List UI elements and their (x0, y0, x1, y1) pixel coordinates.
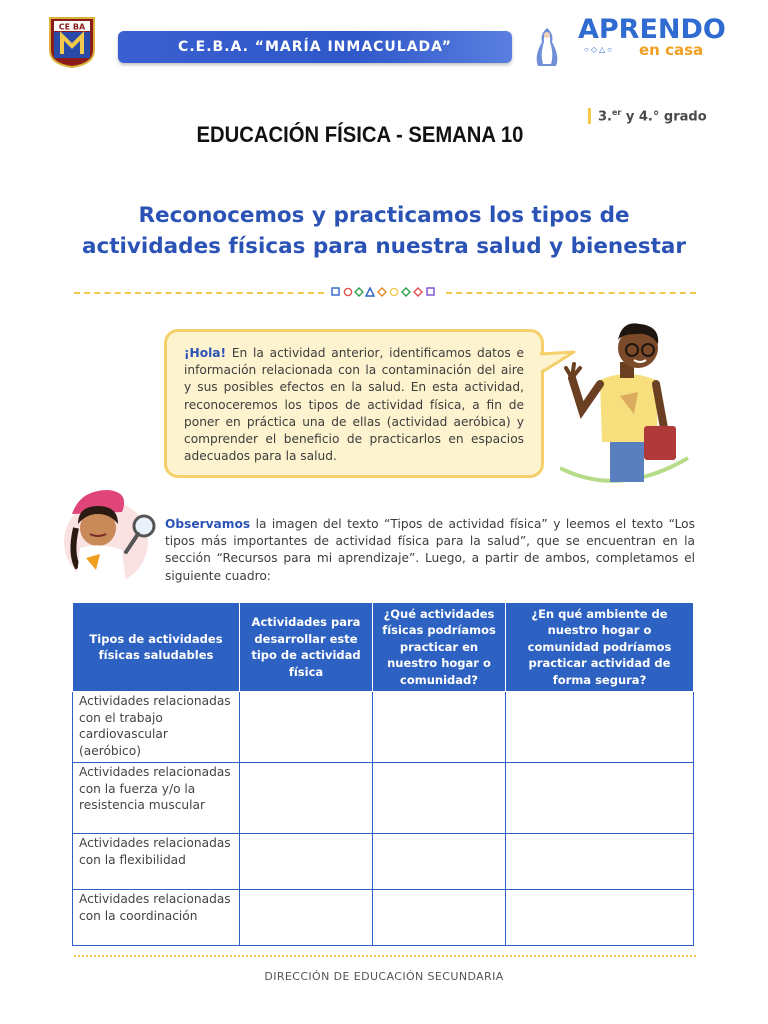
empty-cell[interactable] (506, 834, 694, 890)
table-header: Actividades para desarrollar este tipo de actividad física (240, 603, 373, 692)
empty-cell[interactable] (506, 890, 694, 946)
school-name-banner (118, 31, 512, 63)
crest-letters: CE BA (58, 22, 86, 32)
empty-cell[interactable] (240, 834, 373, 890)
table-row (73, 763, 694, 834)
empty-cell[interactable] (240, 763, 373, 834)
activity-table (72, 602, 694, 946)
empty-cell[interactable] (373, 763, 506, 834)
empty-cell[interactable] (506, 763, 694, 834)
bubble-paragraph (184, 345, 524, 465)
school-crest-logo (48, 16, 96, 68)
dashed-divider-right (446, 292, 696, 294)
observe-lead: Observamos (165, 517, 251, 531)
instructions-paragraph (165, 516, 695, 585)
geometric-shapes-icon (330, 285, 442, 299)
empty-cell[interactable] (240, 692, 373, 763)
dashed-divider-left (74, 292, 324, 294)
empty-cell[interactable] (373, 890, 506, 946)
table-header-row (73, 603, 694, 692)
empty-cell[interactable] (240, 890, 373, 946)
en-casa-wordmark: en casa (639, 41, 704, 59)
girl-with-magnifier-illustration (60, 484, 158, 586)
aprendo-wordmark: APRENDO (578, 14, 726, 45)
activity-subtitle: Reconocemos y practicamos los tipos de actividades físicas para nuestra salud y bienestar (82, 203, 686, 259)
empty-cell[interactable] (373, 834, 506, 890)
observe-body: la imagen del texto “Tipos de actividad física” y leemos el texto “Los tipos más importantes de actividad física para la salud”, que se encuentran en la sección “Recursos para mi aprendizaje”. Luego, a partir de ambos, completamos el siguiente cuadro: (165, 517, 695, 583)
row-label: Actividades relacionadas con la coordinación (73, 890, 240, 946)
table-header: ¿En qué ambiente de nuestro hogar o comunidad podríamos practicar actividad de forma segura? (506, 603, 694, 692)
row-label: Actividades relacionadas con la flexibilidad (73, 834, 240, 890)
row-label: Actividades relacionadas con el trabajo cardiovascular (aeróbico) (73, 692, 240, 763)
footer-dotted-divider (74, 955, 696, 957)
school-name: C.E.B.A. “MARÍA INMACULADA” (178, 39, 452, 55)
table-header: ¿Qué actividades físicas podríamos practicar en nuestro hogar o comunidad? (373, 603, 506, 692)
table-row (73, 692, 694, 763)
table-header: Tipos de actividades físicas saludables (73, 603, 240, 692)
table-row (73, 834, 694, 890)
page-title: EDUCACIÓN FÍSICA - SEMANA 10 (196, 122, 524, 147)
virgin-mary-icon (532, 26, 562, 68)
aprendo-en-casa-logo (578, 14, 726, 66)
bubble-body: En la actividad anterior, identificamos datos e información relacionada con la contaminación del aire y sus posibles efectos en la salud. En esta actividad, reconoceremos los tipos de actividad física, a fin de poner en práctica una de ellas (actividad aeróbica) y comprender el beneficio de practicarlos en espacios adecuados para la salud. (184, 346, 524, 464)
footer-label: DIRECCIÓN DE EDUCACIÓN SECUNDARIA (264, 970, 504, 983)
shape-dots-icon: ○◇△○ (584, 45, 614, 54)
row-label: Actividades relacionadas con la fuerza y/o la resistencia muscular (73, 763, 240, 834)
boy-illustration (560, 318, 690, 488)
empty-cell[interactable] (373, 692, 506, 763)
empty-cell[interactable] (506, 692, 694, 763)
grade-label: 3.$^{er}$ y 4.° grado (598, 108, 707, 125)
table-row (73, 890, 694, 946)
greeting: ¡Hola! (184, 346, 227, 360)
